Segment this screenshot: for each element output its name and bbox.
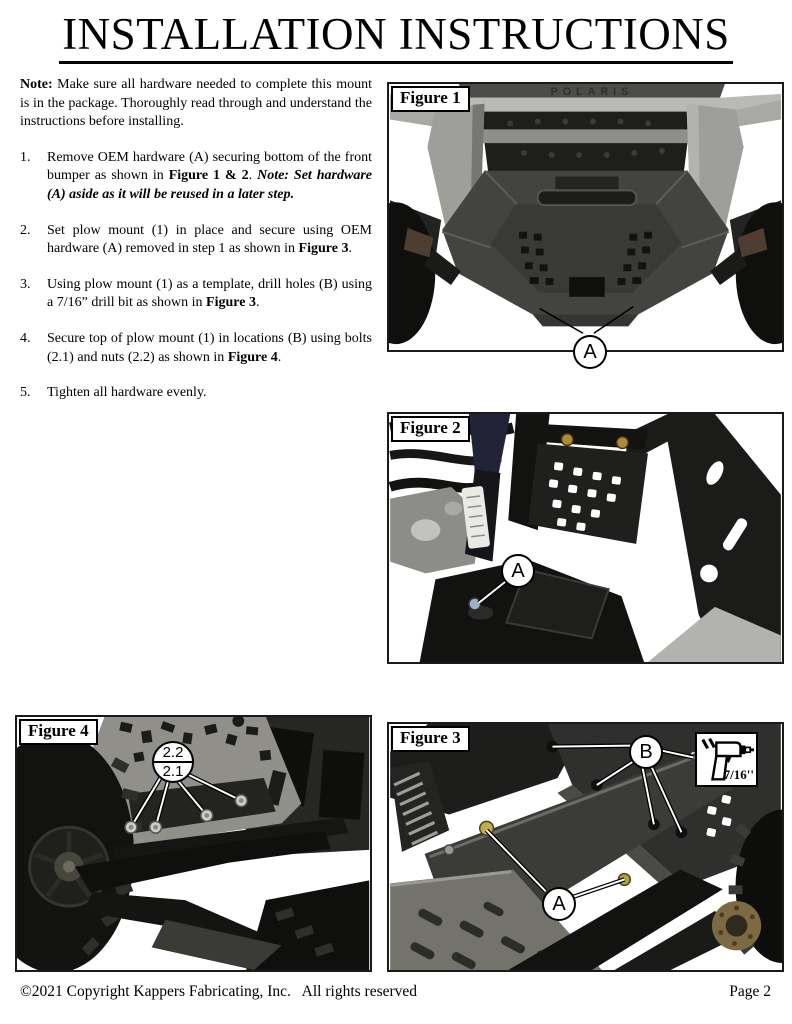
step-4-figure-ref: Figure 4 bbox=[227, 349, 278, 365]
step-1-note: Note: Set hardware (A) aside as it will be reused in a later step. bbox=[47, 168, 372, 203]
figure-4-callout-bolts-text: 2.1 bbox=[162, 763, 184, 780]
step-1-sep: . bbox=[248, 168, 258, 184]
step-1-number: 1. bbox=[20, 149, 31, 165]
figure-4-photo bbox=[17, 717, 370, 970]
step-2-body: Set plow mount (1) in place and secure using OEM hardware (A) removed in step 1 as shown in bbox=[47, 222, 372, 257]
figure-3-callout-b bbox=[629, 735, 663, 769]
step-4 bbox=[20, 330, 372, 367]
step-3-text bbox=[47, 276, 372, 313]
figure-3 bbox=[387, 722, 784, 972]
step-3-end: . bbox=[255, 295, 260, 311]
page-title: INSTALLATION INSTRUCTIONS bbox=[59, 8, 733, 64]
figure-4-callout-nuts-text: 2.2 bbox=[162, 743, 184, 761]
copyright-text: ©2021 Copyright Kappers Fabricating, Inc. All rights reserved bbox=[20, 983, 418, 1000]
figure-1-label bbox=[391, 86, 470, 112]
note-label: Note: bbox=[20, 77, 53, 92]
step-5-number: 5. bbox=[20, 385, 31, 401]
step-3-body: Using plow mount (1) as a template, drill holes (B) using a 7/16” drill bit as shown in bbox=[47, 276, 372, 311]
figure-1-brand-text: POLARIS bbox=[550, 85, 634, 98]
figure-3-callout-b-text: B bbox=[639, 740, 653, 763]
step-1-text bbox=[47, 149, 372, 205]
figure-2-photo bbox=[389, 414, 782, 662]
step-3 bbox=[20, 276, 372, 313]
figure-3-callout-a bbox=[542, 887, 576, 921]
figure-1-callout-a-text: A bbox=[583, 340, 597, 363]
step-5-text bbox=[47, 384, 372, 403]
note-text: Make sure all hardware needed to complete this mount is in the package. Thoroughly read through and understand the instructions before installing. bbox=[20, 77, 372, 130]
figure-2-callout-a-text: A bbox=[511, 559, 525, 582]
figure-4 bbox=[15, 715, 372, 972]
figure-4-label bbox=[19, 719, 98, 745]
step-3-figure-ref: Figure 3 bbox=[206, 295, 256, 311]
step-4-body: Secure top of plow mount (1) in locations (B) using bolts (2.1) and nuts (2.2) as shown in bbox=[47, 331, 372, 365]
title-block bbox=[0, 8, 792, 64]
step-3-number: 3. bbox=[20, 276, 31, 292]
figure-1-label-text: Figure 1 bbox=[400, 88, 461, 107]
step-1-body: Remove OEM hardware (A) securing bottom of the front bumper as shown in bbox=[47, 149, 372, 184]
figure-3-label bbox=[391, 726, 470, 752]
step-5-body: Tighten all hardware evenly. bbox=[47, 385, 207, 401]
instructions-column bbox=[20, 76, 372, 420]
figure-2-label-text: Figure 2 bbox=[400, 418, 461, 437]
step-2-figure-ref: Figure 3 bbox=[298, 241, 349, 257]
step-4-text bbox=[47, 330, 372, 367]
figure-4-label-text: Figure 4 bbox=[28, 721, 89, 740]
step-2-number: 2. bbox=[20, 222, 31, 238]
figure-1-callout-a bbox=[573, 335, 607, 369]
page-number: Page 2 bbox=[729, 983, 771, 1000]
figure-1-photo bbox=[389, 84, 782, 350]
drill-size-label: 7/16'' bbox=[723, 767, 754, 782]
step-2 bbox=[20, 222, 372, 259]
step-5 bbox=[20, 384, 372, 403]
step-1 bbox=[20, 149, 372, 205]
step-4-end: . bbox=[277, 349, 282, 365]
step-4-number: 4. bbox=[20, 331, 31, 347]
step-2-text bbox=[47, 222, 372, 259]
step-1-figure-ref: Figure 1 & 2 bbox=[168, 168, 249, 184]
figure-2 bbox=[387, 412, 784, 664]
figure-3-label-text: Figure 3 bbox=[400, 728, 461, 747]
figure-1 bbox=[387, 82, 784, 363]
figure-4-callout-hardware bbox=[152, 741, 194, 783]
note-paragraph bbox=[20, 76, 372, 132]
figure-2-callout-a bbox=[501, 554, 535, 588]
figure-2-label bbox=[391, 416, 470, 442]
step-2-end: . bbox=[348, 241, 352, 257]
figure-3-callout-a-text: A bbox=[552, 892, 566, 915]
drill-bit-size-box bbox=[695, 732, 758, 787]
